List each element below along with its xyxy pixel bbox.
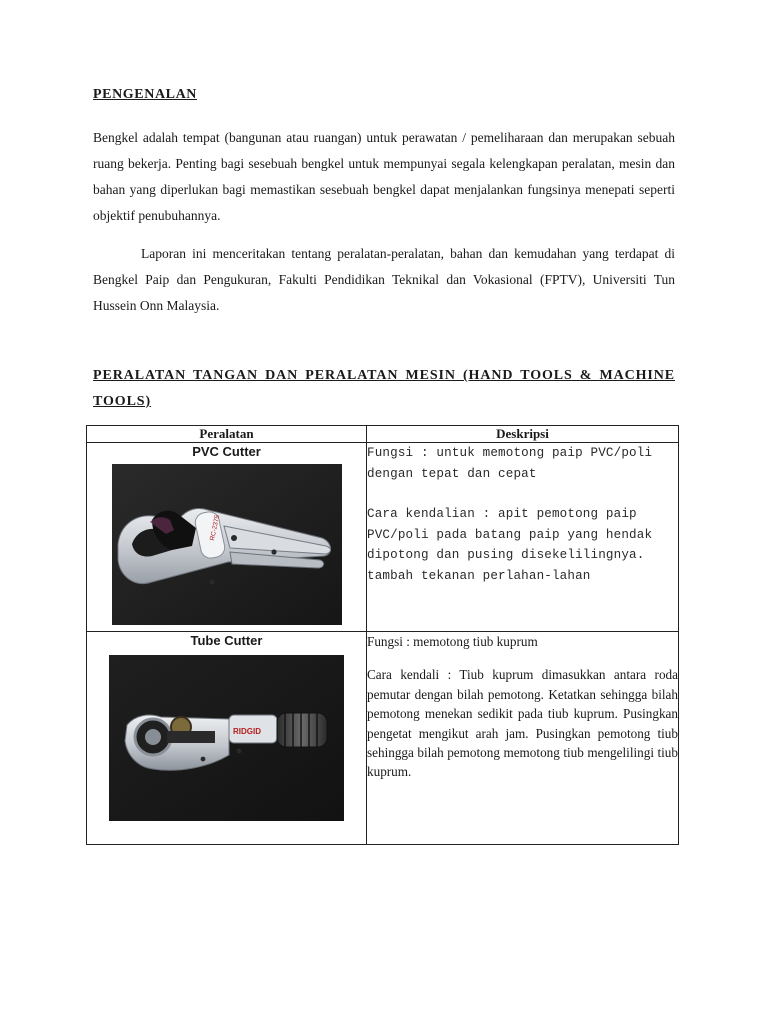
tool-name: Tube Cutter bbox=[190, 633, 263, 648]
intro-paragraph-2: Laporan ini menceritakan tentang peralatan-peralatan, bahan dan kemudahan yang terdapat di Bengkel Paip dan Pengukuran, Fakulti Pendidikan Teknikal dan Vokasional (FPTV), Universiti Tun Hussein Onn Malaysia. bbox=[93, 246, 675, 313]
description-cell bbox=[367, 443, 679, 632]
column-header-peralatan: Peralatan bbox=[87, 426, 367, 443]
table-row bbox=[87, 443, 679, 632]
pvc-cutter-photo bbox=[112, 464, 342, 625]
tube-cutter-photo bbox=[109, 655, 344, 821]
pvc-cutter-label: RC-2375 bbox=[208, 514, 221, 542]
tool-cell bbox=[87, 443, 367, 632]
table-row bbox=[87, 632, 679, 845]
table-header-row bbox=[87, 426, 679, 443]
tube-cutter-label: RIDGID bbox=[233, 727, 261, 736]
intro-paragraph-1: Bengkel adalah tempat (bangunan atau ruangan) untuk perawatan / pemeliharaan dan merupakan sebuah ruang bekerja. Penting bagi sesebuah bengkel untuk mempunyai segala kelengkapan peralatan, mesin dan bahan yang diperlukan bagi memastikan sesebuah bengkel dapat menjalankan fungsinya menepati seperti objektif penubuhannya. bbox=[93, 130, 675, 223]
tools-section-heading: PERALATAN TANGAN DAN PERALATAN MESIN (HAND TOOLS & MACHINE TOOLS) bbox=[93, 368, 675, 409]
tool-name: PVC Cutter bbox=[192, 444, 261, 459]
tool-operation: Cara kendali : Tiub kuprum dimasukkan antara roda pemutar dengan bilah pemotong. Ketatkan sehingga bilah pemotong menekan sedikit pada tiub kuprum. Pusingkan pengetat mengikut arah jam. Pusingkan pemotong tiub sehingga bilah pemotong memotong tiub mengelilingi tiub kuprum. bbox=[367, 667, 678, 780]
description-cell bbox=[367, 632, 679, 845]
tool-function: Fungsi : memotong tiub kuprum bbox=[367, 634, 538, 649]
column-header-deskripsi: Deskripsi bbox=[367, 426, 679, 443]
tool-operation: Cara kendalian : apit pemotong paip PVC/poli pada batang paip yang hendak dipotong dan pusing disekelilingnya. tambah tekanan perlahan-lahan bbox=[367, 507, 653, 583]
intro-heading: PENGENALAN bbox=[93, 87, 198, 102]
tools-table bbox=[86, 425, 679, 845]
tool-function: Fungsi : untuk memotong paip PVC/poli dengan tepat dan cepat bbox=[367, 446, 653, 481]
tool-cell bbox=[87, 632, 367, 845]
document-page bbox=[93, 85, 675, 415]
